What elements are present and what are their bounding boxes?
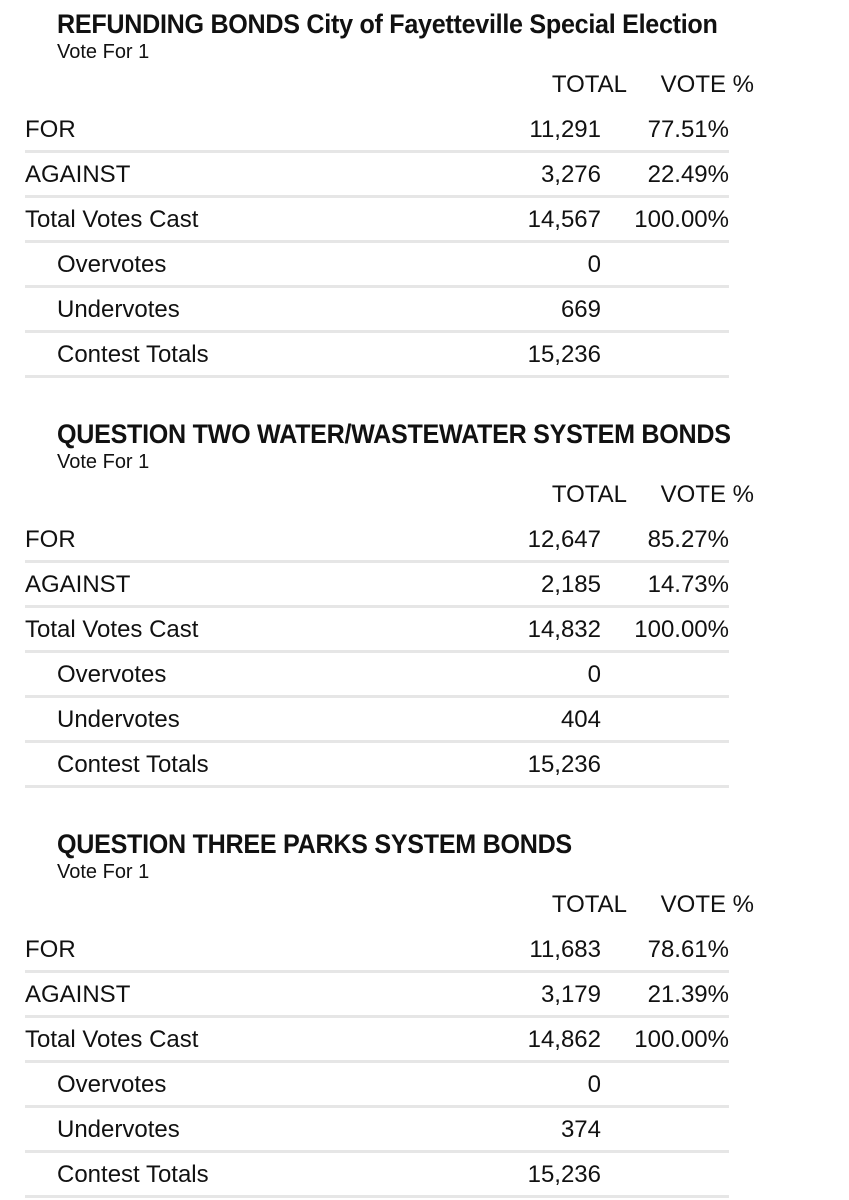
row-total: 0: [587, 1071, 601, 1098]
contest-title: REFUNDING BONDS City of Fayetteville Special Election: [57, 9, 718, 39]
row-vote-pct: 85.27%: [647, 526, 729, 553]
row-label: FOR: [25, 116, 76, 143]
row-label: Total Votes Cast: [25, 206, 199, 233]
result-row-contest-totals: [25, 743, 729, 788]
row-label: Contest Totals: [57, 751, 209, 778]
result-row-against: [25, 563, 729, 608]
column-header-total: TOTAL: [551, 71, 627, 98]
vote-for-label: Vote For 1: [57, 861, 150, 883]
column-header-vote-pct: VOTE %: [660, 481, 754, 508]
result-row-overvotes: [25, 243, 729, 288]
row-label: Undervotes: [57, 1116, 180, 1143]
row-label: Overvotes: [57, 251, 167, 278]
row-vote-pct: 100.00%: [634, 1026, 729, 1053]
row-total: 669: [560, 296, 601, 323]
row-vote-pct: 22.49%: [647, 161, 729, 188]
result-row-undervotes: [25, 1108, 729, 1153]
result-row-contest-totals: [25, 1153, 729, 1198]
row-total: 3,179: [540, 981, 601, 1008]
result-row-undervotes: [25, 288, 729, 333]
result-row-contest-totals: [25, 333, 729, 378]
row-total: 15,236: [527, 1161, 601, 1188]
row-label: AGAINST: [25, 571, 131, 598]
vote-for-label: Vote For 1: [57, 41, 150, 63]
result-row-for: [25, 108, 729, 153]
result-row-for: [25, 928, 729, 973]
result-row-for: [25, 518, 729, 563]
row-total: 0: [587, 661, 601, 688]
row-label: Overvotes: [57, 661, 167, 688]
row-vote-pct: 100.00%: [634, 206, 729, 233]
result-row-total-votes-cast: [25, 1018, 729, 1063]
vote-for-label: Vote For 1: [57, 451, 150, 473]
contest-title: QUESTION THREE PARKS SYSTEM BONDS: [57, 829, 572, 859]
row-total: 374: [560, 1116, 601, 1143]
result-row-against: [25, 973, 729, 1018]
result-row-undervotes: [25, 698, 729, 743]
row-total: 12,647: [527, 526, 601, 553]
row-total: 14,832: [527, 616, 601, 643]
row-label: Total Votes Cast: [25, 616, 199, 643]
row-total: 15,236: [527, 751, 601, 778]
row-label: AGAINST: [25, 981, 131, 1008]
row-label: Contest Totals: [57, 1161, 209, 1188]
row-label: AGAINST: [25, 161, 131, 188]
row-label: Undervotes: [57, 706, 180, 733]
column-header-vote-pct: VOTE %: [660, 71, 754, 98]
row-total: 404: [560, 706, 601, 733]
row-total: 11,683: [529, 936, 601, 963]
row-vote-pct: 21.39%: [647, 981, 729, 1008]
row-total: 2,185: [540, 571, 601, 598]
row-vote-pct: 100.00%: [634, 616, 729, 643]
row-label: Total Votes Cast: [25, 1026, 199, 1053]
row-vote-pct: 78.61%: [647, 936, 729, 963]
column-header-total: TOTAL: [551, 891, 627, 918]
row-label: FOR: [25, 526, 76, 553]
result-row-total-votes-cast: [25, 608, 729, 653]
result-row-against: [25, 153, 729, 198]
column-header-total: TOTAL: [551, 481, 627, 508]
row-vote-pct: 77.51%: [647, 116, 729, 143]
contest-title: QUESTION TWO WATER/WASTEWATER SYSTEM BONDS: [57, 419, 731, 449]
row-total: 11,291: [529, 116, 601, 143]
row-vote-pct: 14.73%: [647, 571, 729, 598]
row-label: Contest Totals: [57, 341, 209, 368]
row-label: Overvotes: [57, 1071, 167, 1098]
result-row-total-votes-cast: [25, 198, 729, 243]
row-total: 14,862: [527, 1026, 601, 1053]
row-total: 15,236: [527, 341, 601, 368]
row-label: Undervotes: [57, 296, 180, 323]
result-row-overvotes: [25, 653, 729, 698]
column-header-vote-pct: VOTE %: [660, 891, 754, 918]
row-total: 14,567: [527, 206, 601, 233]
row-total: 3,276: [540, 161, 601, 188]
row-label: FOR: [25, 936, 76, 963]
result-row-overvotes: [25, 1063, 729, 1108]
row-total: 0: [587, 251, 601, 278]
